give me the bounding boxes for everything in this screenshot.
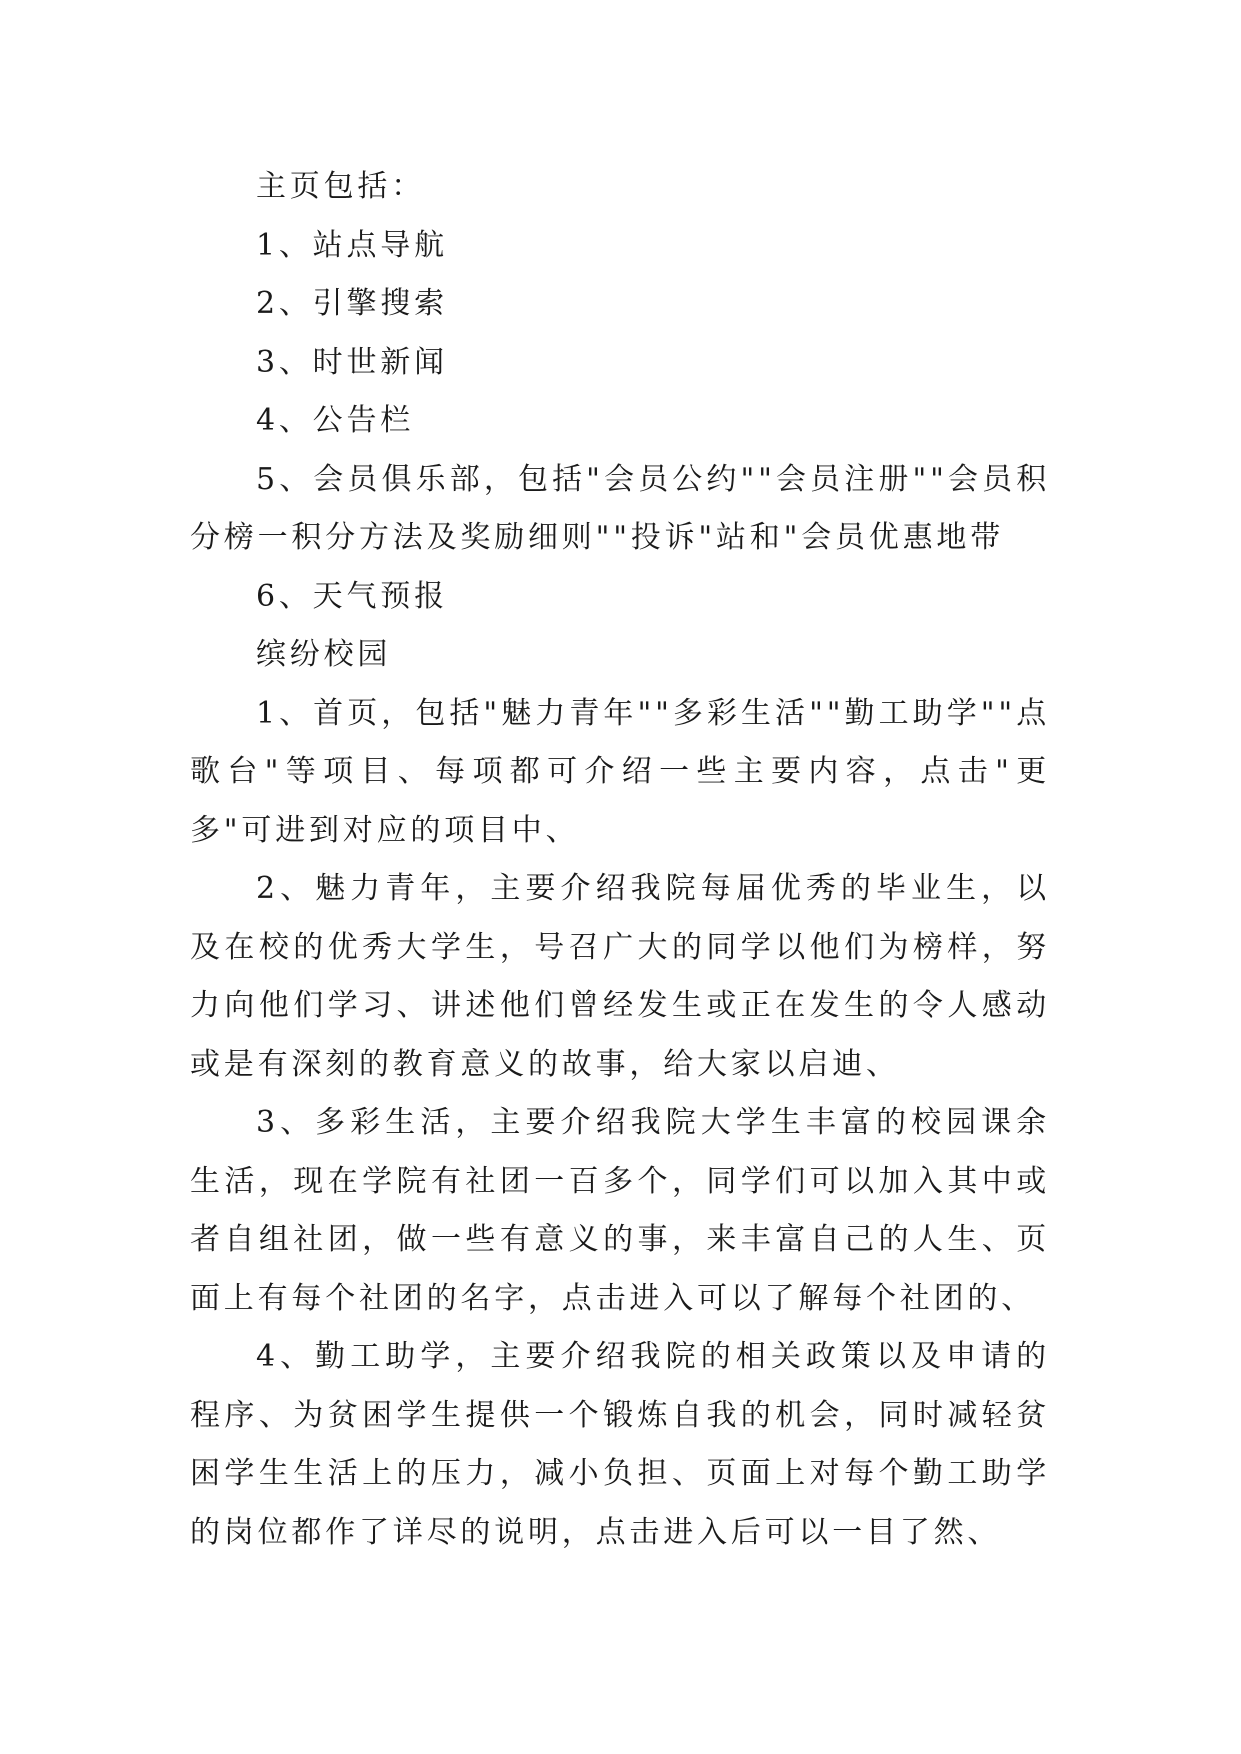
list-item-current-news: 3、时世新闻 bbox=[256, 344, 448, 380]
paragraph-colorful-life: 3、多彩生活，主要介绍我院大学生丰富的校园课余生活，现在学院有社团一百多个，同学们可以加入其中或者自组社团，做一些有意义的事，来丰富自己的人生、页面上有每个社团的名字，点击进入可以了解每个社团的、 bbox=[190, 1105, 1050, 1316]
list-item-weather-forecast: 6、天气预报 bbox=[256, 578, 448, 614]
paragraph-work-study: 4、勤工助学，主要介绍我院的相关政策以及申请的程序、为贫困学生提供一个锻炼自我的机会，同时减轻贫困学生生活上的压力，减小负担、页面上对每个勤工助学的岗位都作了详尽的说明，点击进入后可以一目了然、 bbox=[190, 1339, 1050, 1550]
paragraph-campus-homepage: 1、首页，包括"魅力青年""多彩生活""勤工助学""点歌台"等项目、每项都可介绍一些主要内容，点击"更多"可进到对应的项目中、 bbox=[190, 695, 1050, 848]
section-heading-campus: 缤纷校园 bbox=[256, 637, 392, 672]
document-body bbox=[190, 158, 1050, 1562]
list-item-site-navigation: 1、站点导航 bbox=[256, 227, 448, 263]
list-item-member-club: 5、会员俱乐部，包括"会员公约""会员注册""会员积分榜一积分方法及奖励细则""投诉"站和"会员优惠地带 bbox=[190, 461, 1050, 555]
paragraph-charming-youth: 2、魅力青年，主要介绍我院每届优秀的毕业生，以及在校的优秀大学生，号召广大的同学以他们为榜样，努力向他们学习、讲述他们曾经发生或正在发生的令人感动或是有深刻的教育意义的故事，给大家以启迪、 bbox=[190, 871, 1050, 1082]
paragraph-homepage-heading: 主页包括： bbox=[256, 169, 425, 204]
list-item-search-engine: 2、引擎搜索 bbox=[256, 286, 448, 321]
list-item-bulletin-board: 4、公告栏 bbox=[256, 403, 415, 438]
